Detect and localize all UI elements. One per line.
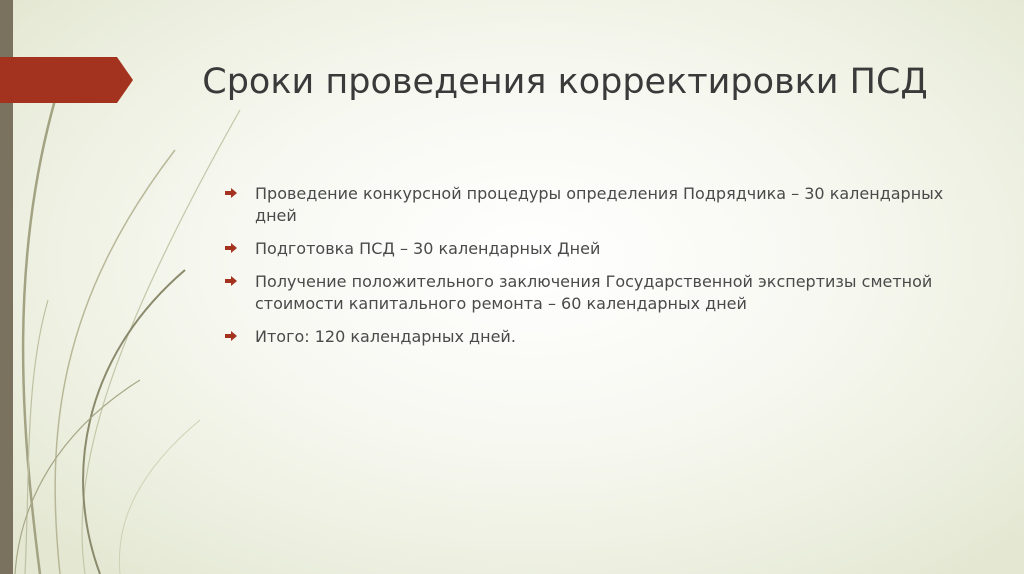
arrow-right-icon <box>225 243 237 253</box>
bullet-text: Проведение конкурсной процедуры определения Подрядчика – 30 календарных дней <box>255 184 944 225</box>
slide-title: Сроки проведения корректировки ПСД <box>202 62 928 102</box>
list-item <box>225 238 975 260</box>
arrow-right-icon <box>225 188 237 198</box>
bullet-text: Получение положительного заключения Государственной экспертизы сметной стоимости капитального ремонта – 60 календарных дней <box>255 272 933 313</box>
bullet-text: Итого: 120 календарных дней. <box>255 327 516 346</box>
list-item <box>225 326 975 348</box>
bullet-list <box>225 183 975 359</box>
list-item <box>225 183 975 227</box>
bullet-text: Подготовка ПСД – 30 календарных Дней <box>255 239 601 258</box>
arrow-right-icon <box>225 276 237 286</box>
arrow-right-icon <box>225 331 237 341</box>
list-item <box>225 271 975 315</box>
accent-tab <box>0 57 133 103</box>
